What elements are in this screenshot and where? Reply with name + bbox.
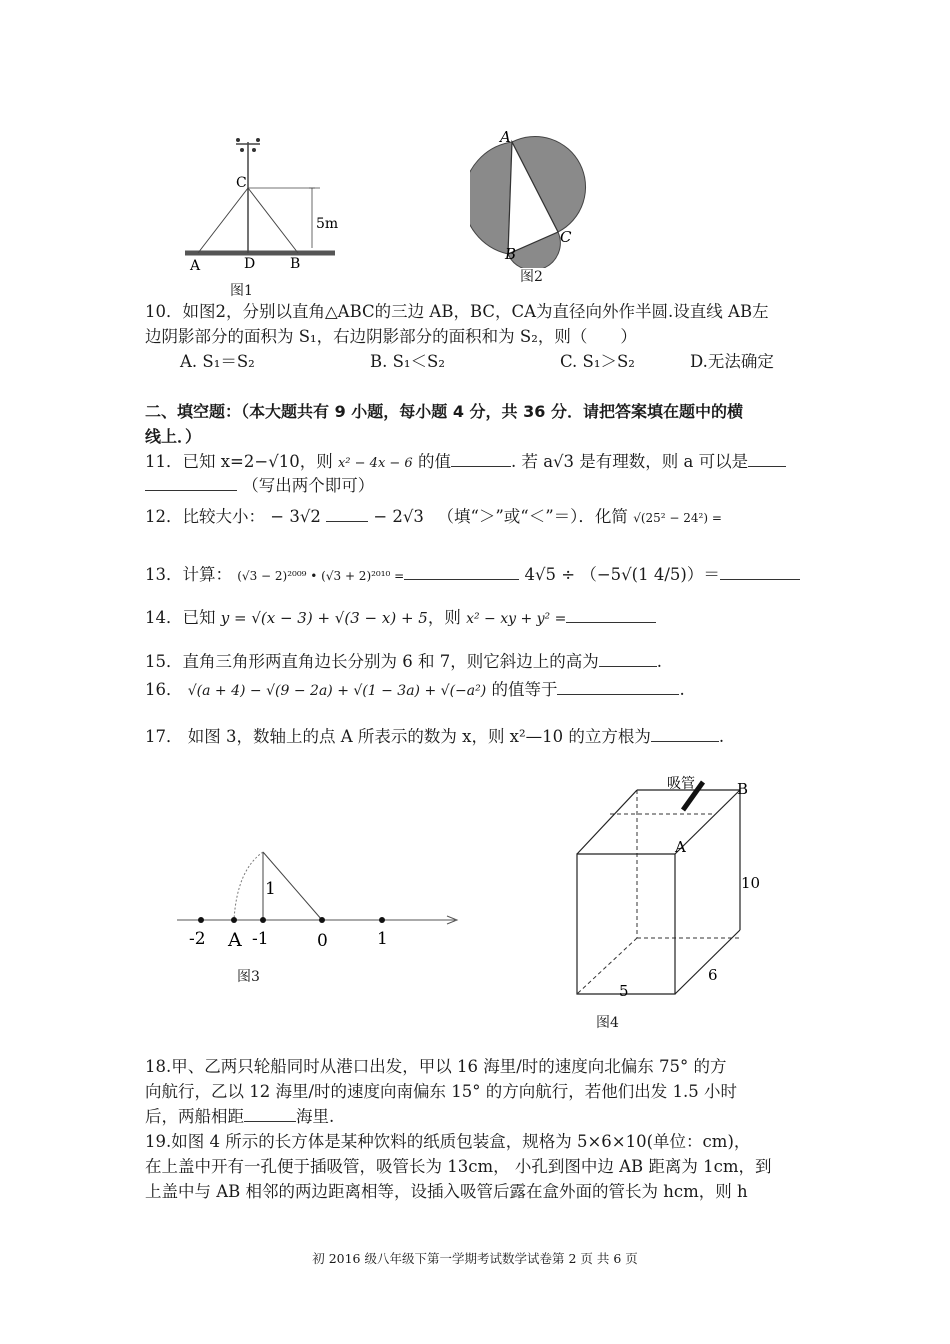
label-a: A [190, 258, 201, 274]
section2-heading-line1: 二、填空题：（本大题共有 9 小题，每小题 4 分，共 36 分．请把答案填在题中的横 [145, 402, 743, 421]
q11-mid2: . 若 a√3 是有理数，则 a 可以是 [510, 452, 749, 471]
q11-line2 [145, 474, 374, 498]
label-b: B [505, 245, 517, 263]
q13 [145, 563, 800, 588]
q16-blank[interactable] [557, 678, 679, 695]
q13-blank2[interactable] [720, 563, 800, 580]
q14-blank[interactable] [566, 606, 656, 623]
label-depth: 6 [708, 966, 718, 984]
q11-mid: 的值 [417, 452, 451, 471]
q14-expr: y = √(x − 3) + √(3 − x) + 5 [220, 609, 428, 627]
q12-mid: （填“＞”或“＜”＝）．化简 [445, 507, 628, 526]
q11-blank2[interactable] [748, 450, 786, 467]
q10-line1: 10．如图2，分别以直角△ABC的三边 AB，BC，CA为直径向外作半圆.设直线 AB左 [145, 302, 769, 321]
q18-line3 [145, 1105, 334, 1129]
section2-heading-line2: 线上．） [145, 427, 202, 446]
figure-3-caption: 图3 [237, 969, 260, 985]
tick-0: 0 [317, 931, 328, 951]
q12-left: − 3√2 [270, 507, 321, 526]
option-b: B. S₁＜S₂ [370, 352, 445, 371]
q17: 17． 如图 3，数轴上的点 A 所表示的数为 x，则 x²—10 的立方根为 . [145, 727, 725, 746]
q11-expr: x² − 4x − 6 [337, 456, 413, 471]
page-footer: 初 2016 级八年级下第一学期考试数学试卷第 2 页 共 6 页 [312, 1251, 638, 1266]
label-height: 5m [316, 216, 339, 232]
q12-blank[interactable] [326, 505, 368, 522]
q11-blank1[interactable] [451, 450, 511, 467]
label-a: A [500, 128, 511, 146]
option-c: C. S₁＞S₂ [560, 352, 635, 371]
q10-line2: 边阴影部分的面积为 S₁，右边阴影部分的面积和为 S₂，则（ ） [145, 327, 637, 346]
figure-1-caption: 图1 [230, 283, 253, 299]
tick-a: A [228, 929, 242, 951]
q12-prefix: 12．比较大小： [145, 507, 265, 526]
q19-line3: 上盖中与 AB 相邻的两边距离相等，设插入吸管后露在盒外面的管长为 hcm，则 h [145, 1182, 748, 1201]
label-c: C [236, 175, 247, 191]
q14-mid: ，则 [427, 608, 461, 627]
q14-expr2: x² − xy + y² = [466, 611, 567, 627]
q16-suffix: 的值等于 [491, 680, 558, 699]
q11-prefix: 11．已知 x=2−√10，则 [145, 452, 333, 471]
q12-simplify: √(25² − 24²) = [633, 511, 722, 525]
q19-line1: 19.如图 4 所示的长方体是某种饮料的纸质包装盒，规格为 5×6×10(单位：cm)， [145, 1132, 751, 1151]
figure-3 [175, 842, 465, 952]
side-label: 1 [265, 879, 276, 899]
straw-label: 吸管 [667, 776, 695, 792]
tick-neg2: -2 [189, 929, 206, 949]
q13-prefix: 13．计算： [145, 565, 232, 584]
q10-options [180, 350, 774, 374]
label-d: D [244, 256, 256, 272]
q16: 16． √(a + 4) − √(9 − 2a) + √(1 − 3a) + √(−a²) 的值等于 . [145, 680, 685, 699]
q12 [145, 505, 722, 530]
figure-4 [565, 770, 795, 1010]
q15-blank[interactable] [599, 650, 657, 667]
q16-prefix: 16． [145, 680, 183, 699]
label-a: A [675, 838, 686, 856]
figure-1 [180, 130, 350, 280]
q18-line2: 向航行，乙以 12 海里/时的速度向南偏东 15° 的方向航行，若他们出发 1.5 小时 [145, 1082, 738, 1101]
label-b: B [290, 256, 301, 272]
q14 [145, 606, 656, 631]
q14-prefix: 14．已知 [145, 608, 216, 627]
q11-suffix: （写出两个即可） [242, 476, 375, 495]
label-b: B [737, 780, 749, 798]
q18-blank[interactable] [244, 1105, 296, 1122]
q13-expr2: 4√5 ÷ （−5√(1 4/5)）＝ [524, 565, 720, 584]
q16-expr: √(a + 4) − √(9 − 2a) + √(1 − 3a) + √(−a²) [187, 683, 487, 699]
figure-2 [470, 128, 600, 268]
q11 [145, 450, 786, 476]
q15-text: 15．直角三角形两直角边长分别为 6 和 7，则它斜边上的高为 [145, 652, 599, 671]
figure-2-caption: 图2 [520, 269, 543, 285]
q11-blank3[interactable] [145, 474, 237, 491]
q18-line1: 18.甲、乙两只轮船同时从港口出发，甲以 16 海里/时的速度向北偏东 75° 的方 [145, 1057, 727, 1076]
label-height: 10 [741, 874, 761, 892]
q17-text: 17． 如图 3，数轴上的点 A 所表示的数为 x，则 x²—10 的立方根为 [145, 727, 651, 746]
q13-blank1[interactable] [404, 563, 519, 580]
option-d: D.无法确定 [690, 352, 774, 371]
label-width: 5 [619, 982, 629, 1000]
tick-1: 1 [377, 929, 388, 949]
q18-line3a: 后，两船相距 [145, 1107, 244, 1126]
q17-blank[interactable] [651, 725, 719, 742]
label-c: C [560, 228, 572, 246]
q18-line3b: 海里. [296, 1107, 335, 1126]
tick-neg1: -1 [252, 929, 269, 949]
figure-4-caption: 图4 [596, 1015, 619, 1031]
q12-right: − 2√3 [373, 507, 424, 526]
q13-expr: (√3 − 2)²⁰⁰⁹ • (√3 + 2)²⁰¹⁰ = [237, 569, 405, 583]
q15: 15．直角三角形两直角边长分别为 6 和 7，则它斜边上的高为 . [145, 652, 662, 671]
q19-line2: 在上盖中开有一孔便于插吸管，吸管长为 13cm， 小孔到图中边 AB 距离为 1cm，到 [145, 1157, 772, 1176]
option-a: A. S₁＝S₂ [180, 352, 255, 371]
